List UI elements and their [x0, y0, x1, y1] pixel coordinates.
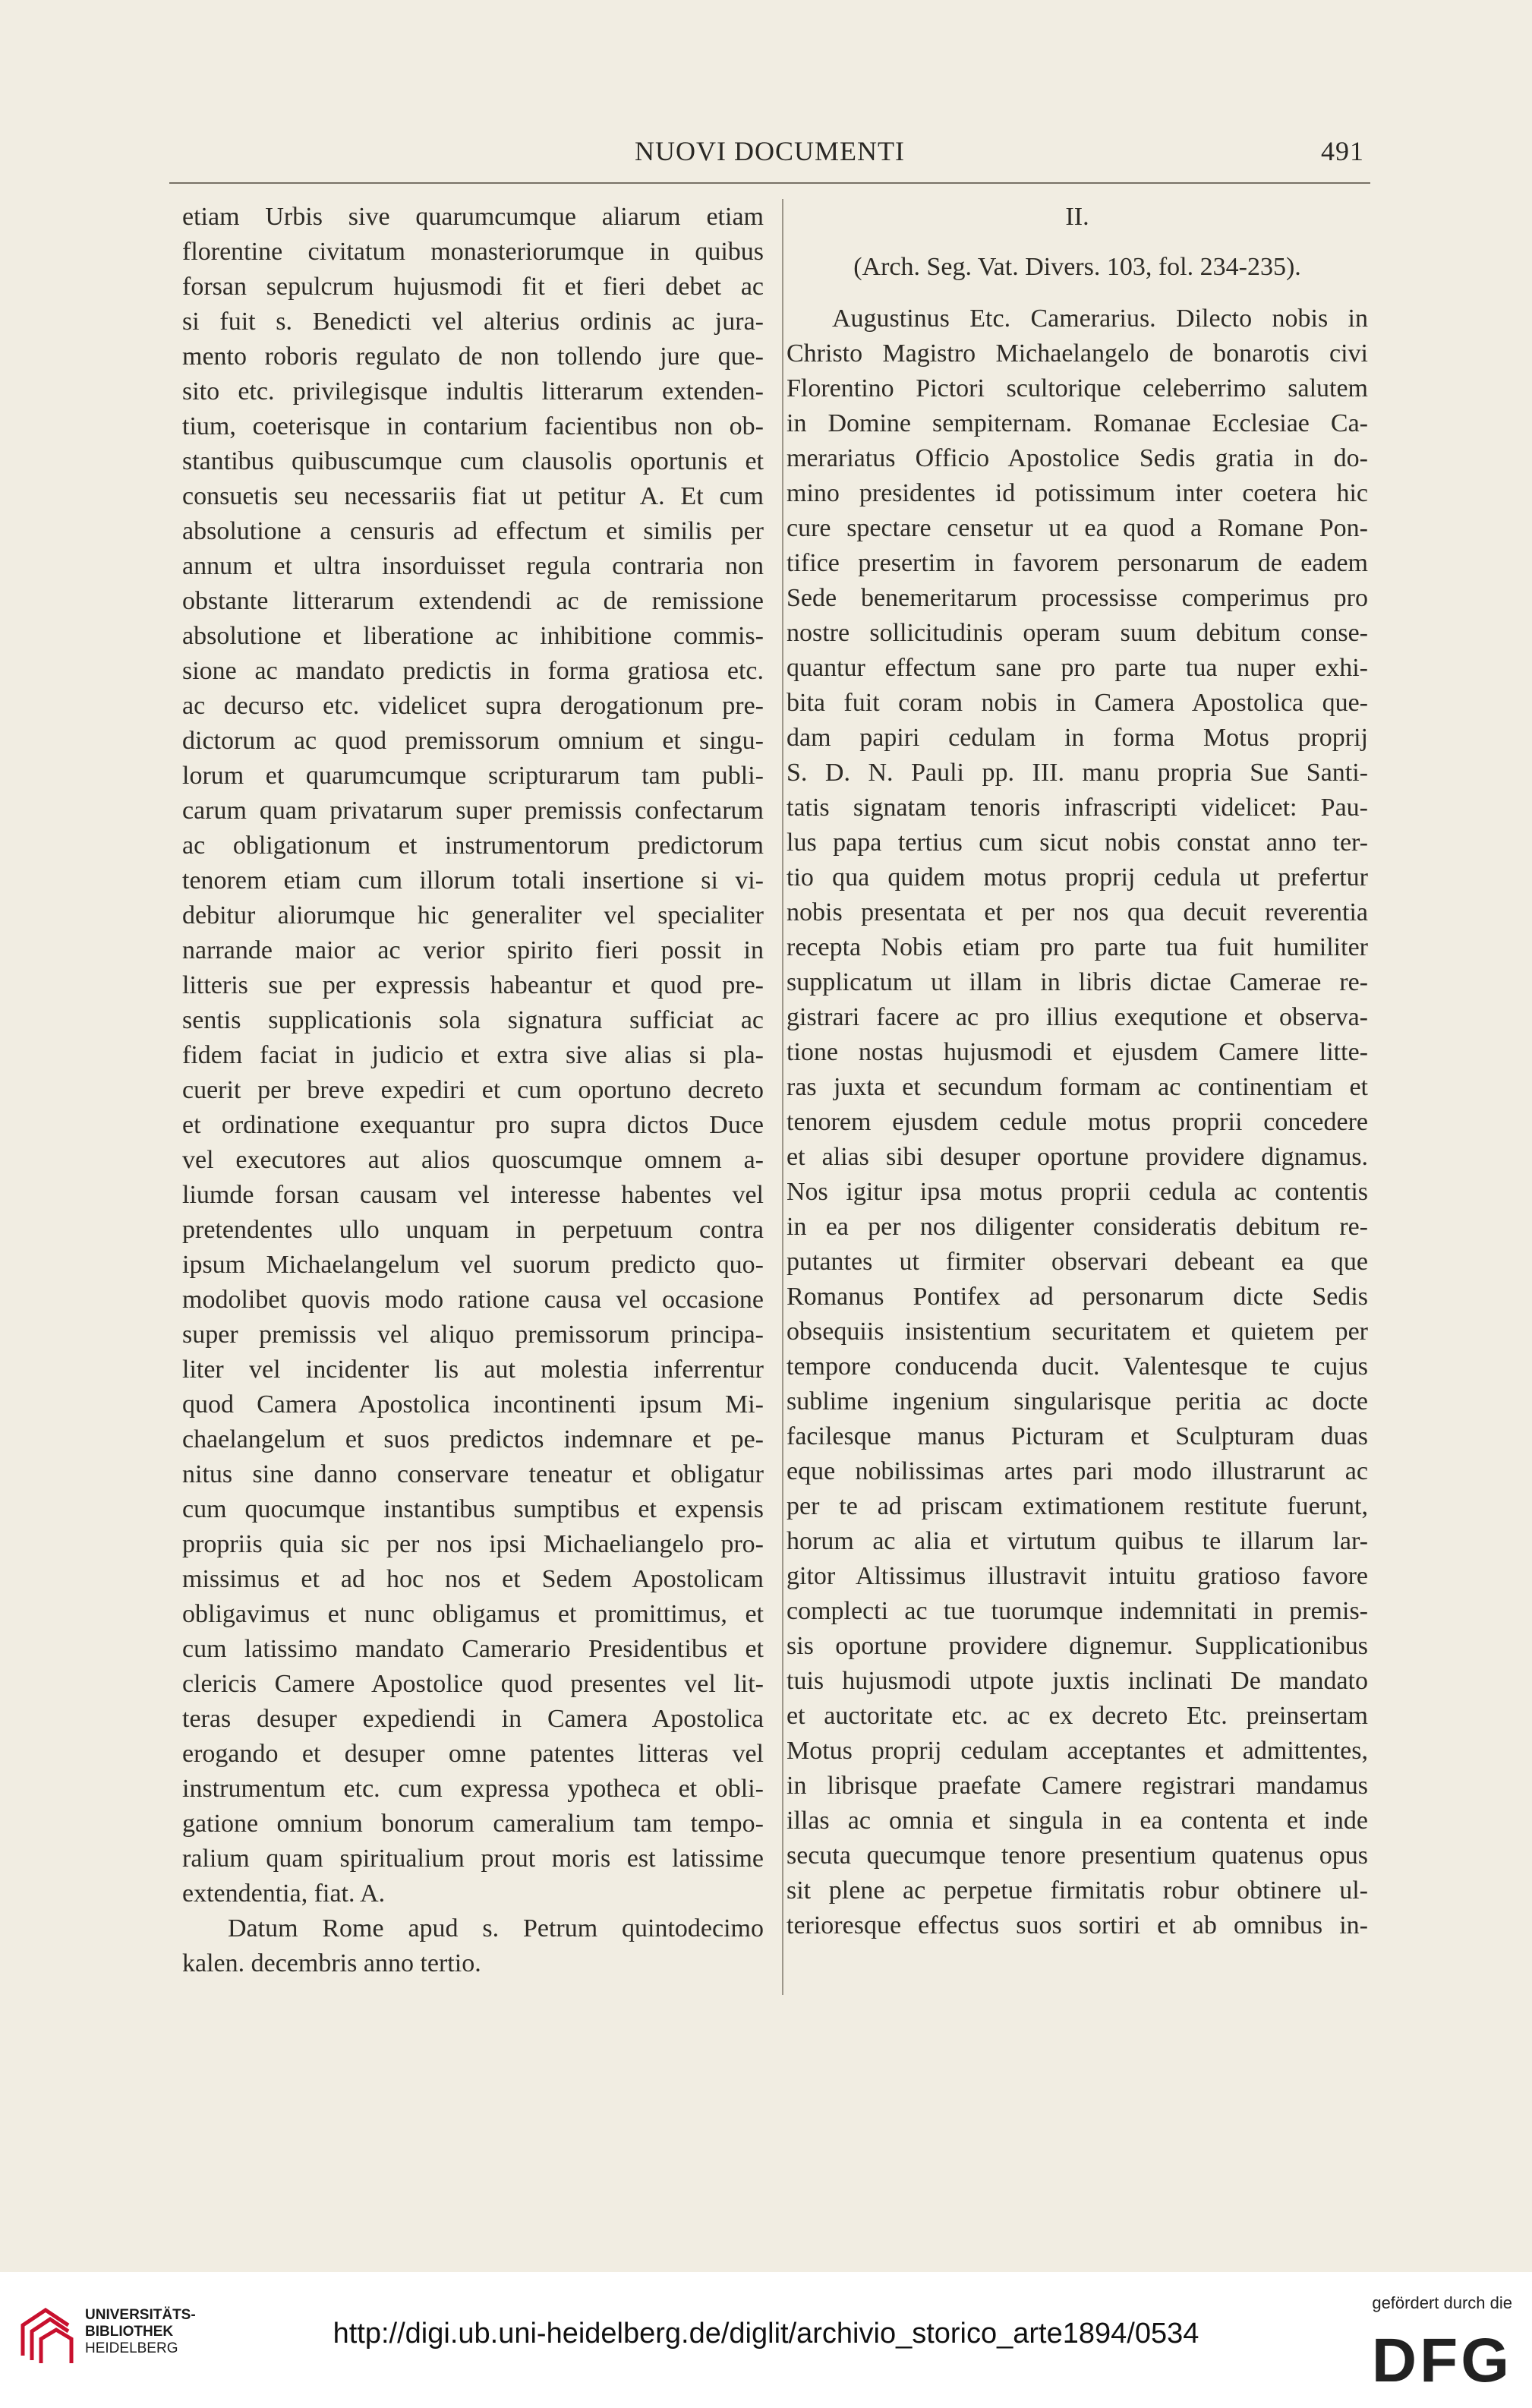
text-line: tatis signatam tenoris infrascripti videlicet: Pau- [786, 794, 1368, 822]
text-line: erogando et desuper omne patentes litteras vel [182, 1740, 764, 1768]
text-line: narrande maior ac verior spirito fieri possit in [182, 936, 764, 964]
text-line: facilesque manus Picturam et Sculpturam duas [786, 1422, 1368, 1450]
text-line: supplicatum ut illam in libris dictae Camerae re- [786, 968, 1368, 996]
archival-source: (Arch. Seg. Vat. Divers. 103, fol. 234-235). [853, 253, 1301, 281]
text-line: missimus et ad hoc nos et Sedem Apostolicam [182, 1565, 764, 1593]
text-line: ac obligationum et instrumentorum predictorum [182, 832, 764, 860]
text-line: sione ac mandato predictis in forma gratiosa etc. [182, 657, 764, 685]
text-line: sentis supplicationis sola signatura sufficiat ac [182, 1006, 764, 1034]
text-line: recepta Nobis etiam pro parte tua fuit humiliter [786, 933, 1368, 961]
text-line: teras desuper expediendi in Camera Apostolica [182, 1705, 764, 1733]
text-line: pretendentes ullo unquam in perpetuum contra [182, 1216, 764, 1244]
text-line: tuis hujusmodi utpote juxtis inclinati De mandato [786, 1667, 1368, 1695]
text-line: nitus sine danno conservare teneatur et obligatur [182, 1460, 764, 1488]
text-line: Florentino Pictori scultorique celeberrimo salutem [786, 374, 1368, 402]
text-line: kalen. decembris anno tertio. [182, 1949, 481, 1977]
text-line: sublime ingenium singularisque peritia ac docte [786, 1387, 1368, 1415]
text-line: secuta quecumque tenore presentium quatenus opus [786, 1842, 1368, 1870]
text-line: Sede benemeritarum processisse comperimus pro [786, 584, 1368, 612]
text-line: cum quocumque instantibus sumptibus et expensis [182, 1495, 764, 1523]
text-line: instrumentum etc. cum expressa ypotheca et obli- [182, 1775, 764, 1803]
text-line: ras juxta et secundum formam ac continentiam et [786, 1073, 1368, 1101]
text-line: cum latissimo mandato Camerario Presidentibus et [182, 1635, 764, 1663]
text-line: absolutione a censuris ad effectum et similis per [182, 517, 764, 545]
text-line: tifice presertim in favorem personarum de eadem [786, 549, 1368, 577]
text-line: chaelangelum et suos predictos indemnare et pe- [182, 1425, 764, 1453]
text-line: vel executores aut alios quoscumque omnem a- [182, 1146, 764, 1174]
column-divider [782, 199, 783, 1995]
text-line: in Domine sempiternam. Romanae Ecclesiae Ca- [786, 409, 1368, 437]
text-line: etiam Urbis sive quarumcumque aliarum etiam [182, 203, 764, 231]
text-line: tenorem etiam cum illorum totali insertione si vi- [182, 866, 764, 895]
text-line: quod Camera Apostolica incontinenti ipsum Mi- [182, 1390, 764, 1419]
funding-credit: gefördert durch die [1372, 2293, 1512, 2312]
text-line: terioresque effectus suos sortiri et ab omnibus in- [786, 1911, 1368, 1939]
text-line: carum quam privatarum super premissis confectarum [182, 797, 764, 825]
running-title: NUOVI DOCUMENTI [635, 136, 905, 166]
text-line: Augustinus Etc. Camerarius. Dilecto nobis in [832, 305, 1368, 333]
text-line: propriis quia sic per nos ipsi Michaeliangelo pro- [182, 1530, 764, 1558]
text-line: tione nostas hujusmodi et ejusdem Camere litte- [786, 1038, 1368, 1066]
text-line: gatione omnium bonorum cameralium tam tempo- [182, 1810, 764, 1838]
text-line: litteris sue per expressis habeantur et quod pre- [182, 971, 764, 999]
text-line: ac decurso etc. videlicet supra derogationum pre- [182, 692, 764, 720]
text-line: Datum Rome apud s. Petrum quintodecimo [228, 1914, 764, 1942]
text-line: fidem faciat in judicio et extra sive alias si pla- [182, 1041, 764, 1069]
text-line: tenorem ejusdem cedule motus proprii concedere [786, 1108, 1368, 1136]
text-line: modolibet quovis modo ratione causa vel occasione [182, 1286, 764, 1314]
text-line: obligavimus et nunc obligamus et promittimus, et [182, 1600, 764, 1628]
text-line: in librisque praefate Camere registrari mandamus [786, 1772, 1368, 1800]
text-line: super premissis vel aliquo premissorum principa- [182, 1321, 764, 1349]
spacer [786, 285, 1368, 301]
page-footer [0, 2272, 1532, 2408]
text-line: annum et ultra insorduisset regula contraria non [182, 552, 764, 580]
text-line: merariatus Officio Apostolice Sedis gratia in do- [786, 444, 1368, 472]
text-line: sit plene ac perpetue firmitatis robur obtinere ul- [786, 1876, 1368, 1905]
text-line: in ea per nos diligenter consideratis debitum re- [786, 1213, 1368, 1241]
running-head [169, 135, 1370, 173]
text-line: si fuit s. Benedicti vel alterius ordinis ac jura- [182, 308, 764, 336]
text-line: mento roboris regulato de non tollendo jure que- [182, 342, 764, 371]
text-line: gistrari facere ac pro illius exequtione et observa- [786, 1003, 1368, 1031]
text-line: illas ac omnia et singula in ea contenta et inde [786, 1807, 1368, 1835]
left-column [182, 200, 764, 1981]
text-line: ralium quam spiritualium prout moris est latissime [182, 1845, 764, 1873]
text-line: eque nobilissimas artes pari modo illustrarunt ac [786, 1457, 1368, 1485]
text-line: lorum et quarumcumque scripturarum tam publi- [182, 762, 764, 790]
header-rule [169, 182, 1370, 184]
text-line: obsequiis insistentium securitatem et quietem per [786, 1318, 1368, 1346]
text-line: et auctoritate etc. ac ex decreto Etc. preinsertam [786, 1702, 1368, 1730]
text-line: debitur aliorumque hic generaliter vel specialiter [182, 901, 764, 929]
text-line: et alias sibi desuper oportune providere dignamus. [786, 1143, 1368, 1171]
text-line: stantibus quibuscumque cum clausolis oportunis et [182, 447, 764, 475]
text-line: Nos igitur ipsa motus proprii cedula ac contentis [786, 1178, 1368, 1206]
text-line: cuerit per breve expediri et cum oportuno decreto [182, 1076, 764, 1104]
section-number: II. [1065, 203, 1089, 231]
text-line: bita fuit coram nobis in Camera Apostolica que- [786, 689, 1368, 717]
library-name-line: HEIDELBERG [85, 2340, 178, 2356]
text-line: gitor Altissimus illustravit intuitu gratioso favore [786, 1562, 1368, 1590]
text-line: lus papa tertius cum sicut nobis constat anno ter- [786, 828, 1368, 857]
text-line: tium, coeterisque in contarium facientibus non ob- [182, 412, 764, 440]
text-line: clericis Camere Apostolice quod presentes vel lit- [182, 1670, 764, 1698]
text-line: nostre sollicitudinis operam suum debitum conse- [786, 619, 1368, 647]
text-line: Romanus Pontifex ad personarum dicte Sedis [786, 1283, 1368, 1311]
text-line: forsan sepulcrum hujusmodi fit et fieri debet ac [182, 273, 764, 301]
text-line: extendentia, fiat. A. [182, 1879, 386, 1908]
text-line: cure spectare censetur ut ea quod a Romane Pon- [786, 514, 1368, 542]
text-line: absolutione et liberatione ac inhibitione commis- [182, 622, 764, 650]
text-line: complecti ac tue tuorumque indemnitati in premis- [786, 1597, 1368, 1625]
text-line: florentine civitatum monasteriorumque in quibus [182, 238, 764, 266]
text-line: putantes ut firmiter observari debeant ea que [786, 1248, 1368, 1276]
text-line: et ordinatione exequantur pro supra dictos Duce [182, 1111, 764, 1139]
library-name-line: UNIVERSITÄTS- [85, 2307, 196, 2323]
text-line: nobis presentata et per nos qua decuit reverentia [786, 898, 1368, 926]
text-line: Christo Magistro Michaelangelo de bonarotis civi [786, 339, 1368, 368]
text-line: sito etc. privilegisque indultis litterarum extenden- [182, 377, 764, 406]
text-line: obstante litterarum extendendi ac de remissione [182, 587, 764, 615]
text-line: dictorum ac quod premissorum omnium et singu- [182, 727, 764, 755]
text-line: sis oportune providere dignemur. Supplicationibus [786, 1632, 1368, 1660]
text-line: liumde forsan causam vel interesse habentes vel [182, 1181, 764, 1209]
right-column [786, 200, 1368, 1943]
text-line: S. D. N. Pauli pp. III. manu propria Sue Santi- [786, 759, 1368, 787]
text-line: mino presidentes id potissimum inter coetera hic [786, 479, 1368, 507]
text-line: Motus proprij cedulam acceptantes et admittentes, [786, 1737, 1368, 1765]
library-name-line: BIBLIOTHEK [85, 2324, 174, 2340]
text-line: quantur effectum sane pro parte tua nuper exhi- [786, 654, 1368, 682]
text-line: ipsum Michaelangelum vel suorum predicto quo- [182, 1251, 764, 1279]
source-url-link[interactable]: http://digi.ub.uni-heidelberg.de/diglit/archivio_storico_arte1894/0534 [333, 2318, 1199, 2350]
text-line: per te ad priscam extimationem restitute fuerunt, [786, 1492, 1368, 1520]
text-line: liter vel incidenter lis aut molestia inferrentur [182, 1355, 764, 1384]
text-line: consuetis seu necessariis fiat ut petitur A. Et cum [182, 482, 764, 510]
page-number: 491 [1321, 136, 1364, 166]
dfg-logo: DFG [1371, 2326, 1512, 2395]
text-line: tio qua quidem motus proprij cedula ut prefertur [786, 863, 1368, 892]
text-line: horum ac alia et virtutum quibus te illarum lar- [786, 1527, 1368, 1555]
text-line: tempore conducenda ducit. Valentesque te cujus [786, 1352, 1368, 1381]
text-line: dam papiri cedulam in forma Motus proprij [786, 724, 1368, 752]
right-column-body [786, 301, 1368, 1943]
